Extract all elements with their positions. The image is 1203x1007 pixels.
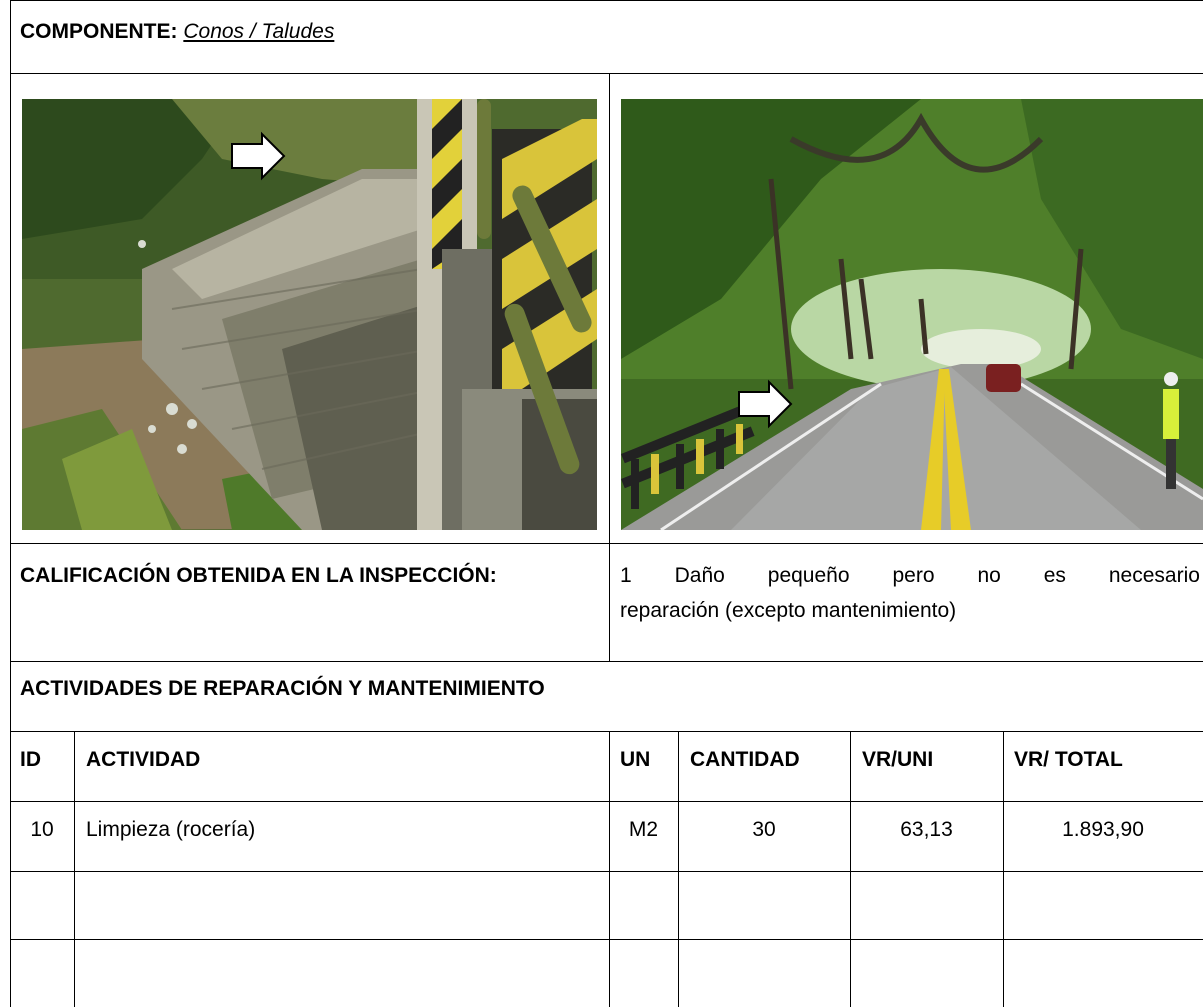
rule-row-1 bbox=[10, 871, 1203, 872]
table-border-top bbox=[10, 0, 1203, 1]
rule-col-unit-value bbox=[1003, 731, 1004, 1007]
rule-col-activity bbox=[609, 731, 610, 1007]
rating-word: no bbox=[977, 564, 1001, 587]
component-value: Conos / Taludes bbox=[183, 20, 335, 43]
cell-activity: Limpieza (rocería) bbox=[86, 818, 256, 841]
rule-row-2 bbox=[10, 939, 1203, 940]
component-heading bbox=[20, 18, 334, 46]
rule-photo-divider bbox=[609, 73, 610, 661]
header-id: ID bbox=[20, 748, 41, 771]
table-border-left bbox=[10, 0, 11, 1007]
rating-word: es bbox=[1043, 564, 1066, 587]
rating-value-line1 bbox=[620, 562, 1200, 590]
rating-word: necesario bbox=[1108, 564, 1200, 587]
cell-quantity: 30 bbox=[752, 818, 776, 841]
header-total: VR/ TOTAL bbox=[1014, 748, 1123, 771]
rule-col-quantity bbox=[850, 731, 851, 1007]
rating-word: Daño bbox=[674, 564, 725, 587]
rating-word: 1 bbox=[620, 564, 632, 587]
rule-rating bbox=[10, 661, 1203, 662]
rating-word: pero bbox=[892, 564, 935, 587]
header-activity: ACTIVIDAD bbox=[86, 748, 201, 771]
activities-title: ACTIVIDADES DE REPARACIÓN Y MANTENIMIENTO bbox=[20, 677, 545, 700]
rating-label: CALIFICACIÓN OBTENIDA EN LA INSPECCIÓN: bbox=[20, 564, 497, 587]
rule-col-unit bbox=[678, 731, 679, 1007]
cell-unit: M2 bbox=[628, 818, 659, 841]
rating-value-line2: reparación (excepto mantenimiento) bbox=[620, 599, 957, 622]
cell-total: 1.893,90 bbox=[1062, 818, 1144, 841]
rule-activities-title bbox=[10, 731, 1203, 732]
cell-id: 10 bbox=[30, 818, 54, 841]
component-label: COMPONENTE: bbox=[20, 20, 178, 43]
rule-photos bbox=[10, 543, 1203, 544]
rating-word: pequeño bbox=[767, 564, 850, 587]
photo-road-view bbox=[621, 99, 1203, 530]
rule-col-id bbox=[74, 731, 75, 1007]
cell-unit-value: 63,13 bbox=[900, 818, 953, 841]
header-unit: UN bbox=[620, 748, 651, 771]
rule-header bbox=[10, 801, 1203, 802]
header-quantity: CANTIDAD bbox=[690, 748, 800, 771]
photo-concrete-abutment bbox=[22, 99, 597, 530]
header-unit-value: VR/UNI bbox=[862, 748, 934, 771]
rule-component bbox=[10, 73, 1203, 74]
